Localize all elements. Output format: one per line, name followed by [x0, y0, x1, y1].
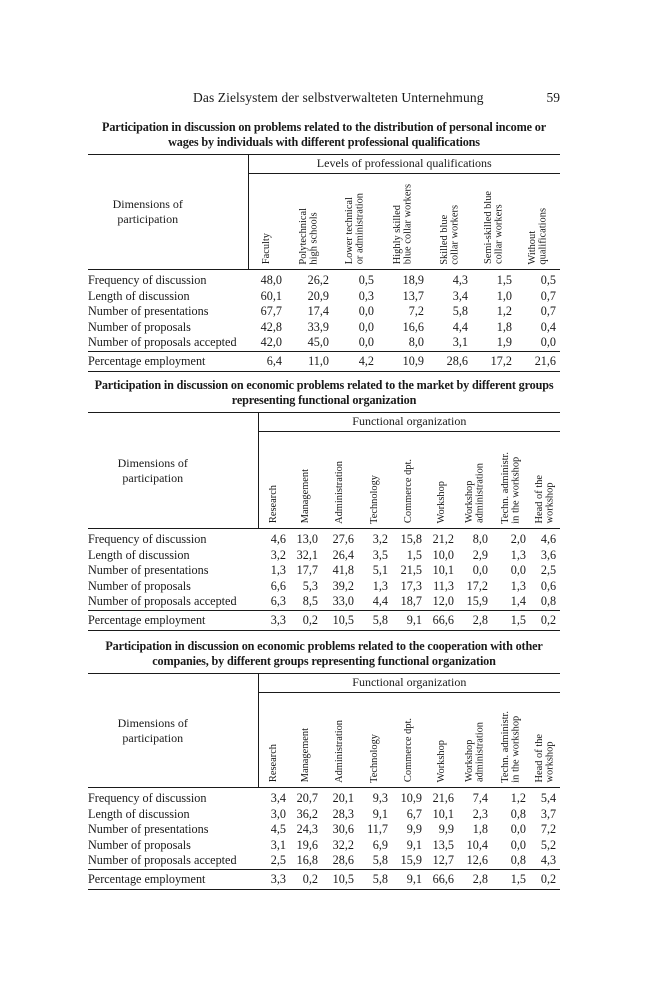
- table-cell: 17,2: [472, 351, 516, 372]
- table-cell: 0,8: [540, 594, 557, 608]
- column-header-label: Administration: [333, 460, 345, 524]
- table-cell: 3,2: [372, 532, 388, 546]
- table-cell: 2,0: [510, 532, 526, 546]
- row-label: Number of proposals: [88, 837, 191, 852]
- table-cell: 5,3: [302, 578, 318, 593]
- table-cell: 0,0: [358, 304, 374, 318]
- table-cell: 10,1: [432, 806, 454, 821]
- column-header-label: Polytechnical high schools: [298, 207, 320, 265]
- column-header-label: Without qualifications: [526, 207, 549, 265]
- stub-header: Dimensions of participation: [88, 413, 258, 529]
- footer-row: [88, 869, 560, 890]
- table-cell: 3,7: [540, 806, 557, 821]
- table-cell: 10,4: [466, 837, 488, 852]
- table-row: [88, 788, 560, 807]
- column-header: [472, 174, 516, 270]
- table-row: [88, 563, 560, 579]
- table-cell: 4,2: [333, 351, 378, 372]
- table-cell: 17,4: [307, 304, 329, 318]
- table-cell: 6,6: [270, 578, 286, 593]
- column-header: [530, 693, 560, 788]
- table-cell: 6,3: [270, 594, 286, 608]
- table-cell: 36,2: [296, 806, 318, 821]
- table-cell: 66,6: [426, 610, 458, 631]
- table-cell: 32,1: [296, 547, 318, 562]
- column-header: [426, 432, 458, 529]
- table-cell: 0,5: [540, 273, 557, 287]
- table-cell: 3,2: [270, 547, 286, 562]
- table-cell: 1,8: [496, 319, 512, 334]
- row-label: Percentage employment: [88, 610, 258, 631]
- table-cell: 1,2: [510, 791, 526, 805]
- table-cell: 45,0: [307, 335, 329, 349]
- data-table: [88, 673, 560, 890]
- column-header: [492, 693, 530, 788]
- group-header: Levels of professional qualifications: [248, 155, 560, 174]
- running-title: Das Zielsystem der selbstverwalteten Unternehmung: [193, 90, 484, 105]
- table-cell: 21,5: [400, 563, 422, 577]
- table-cell: 0,0: [358, 319, 374, 334]
- row-label: Percentage employment: [88, 351, 248, 372]
- column-header: [530, 432, 560, 529]
- column-header-label: Management: [299, 469, 311, 524]
- table-cell: 2,5: [270, 853, 286, 867]
- table-cell: 3,4: [270, 791, 286, 805]
- table-cell: 26,2: [307, 273, 329, 287]
- table-cell: 16,8: [296, 853, 318, 867]
- table-cell: 48,0: [260, 273, 282, 287]
- table-cell: 11,3: [433, 578, 454, 593]
- table-cell: 0,0: [472, 563, 488, 577]
- column-header: [378, 174, 428, 270]
- column-header-label: Highly skilled blue collar workers: [391, 184, 413, 265]
- table-cell: 8,0: [408, 335, 424, 349]
- table-cell: 4,6: [270, 532, 286, 546]
- table-cell: 19,6: [296, 837, 318, 852]
- table-cell: 0,0: [540, 335, 557, 349]
- row-label: Length of discussion: [88, 547, 190, 562]
- table-cell: 20,1: [332, 791, 354, 805]
- table-row: [88, 853, 560, 869]
- table-cell: 9,9: [438, 822, 454, 836]
- table-cell: 4,3: [540, 853, 557, 867]
- column-header: [392, 693, 426, 788]
- table-cell: 6,7: [406, 806, 422, 821]
- table-cell: 3,6: [540, 547, 557, 562]
- table-cell: 0,4: [540, 319, 557, 334]
- data-table: [88, 412, 560, 631]
- table-section-cooperation-problems: [88, 639, 560, 890]
- table-cell: 10,0: [432, 547, 454, 562]
- table-cell: 1,0: [496, 288, 512, 303]
- table-cell: 41,8: [332, 563, 354, 577]
- table-cell: 9,1: [392, 610, 426, 631]
- column-header: [426, 693, 458, 788]
- table-cell: 15,8: [400, 532, 422, 546]
- table-cell: 6,4: [248, 351, 286, 372]
- table-cell: 66,6: [426, 869, 458, 890]
- column-header-label: Faculty: [260, 233, 272, 265]
- column-header: [290, 432, 322, 529]
- group-header: Functional organization: [258, 674, 560, 693]
- table-cell: 18,9: [402, 273, 424, 287]
- table-cell: 3,5: [372, 547, 388, 562]
- table-caption: Participation in discussion on economic problems related to the market by different groups representing functional organization: [94, 378, 554, 407]
- column-header-label: Commerce dpt.: [402, 459, 414, 524]
- table-cell: 8,0: [472, 532, 488, 546]
- table-cell: 11,0: [286, 351, 333, 372]
- column-header-label: Workshop administration: [463, 722, 485, 783]
- row-label: Frequency of discussion: [88, 532, 207, 546]
- table-cell: 28,6: [332, 853, 354, 867]
- column-header: [458, 432, 492, 529]
- column-header: [358, 693, 392, 788]
- column-header-label: Commerce dpt.: [402, 718, 414, 783]
- table-cell: 0,0: [358, 335, 374, 349]
- table-cell: 12,6: [466, 853, 488, 867]
- stub-header: Dimensions of participation: [88, 674, 258, 788]
- row-label: Number of presentations: [88, 304, 209, 318]
- table-cell: 0,8: [510, 806, 526, 821]
- row-label: Number of presentations: [88, 822, 209, 836]
- table-header-row: [88, 674, 560, 693]
- table-cell: 5,8: [358, 610, 392, 631]
- table-cell: 0,6: [540, 578, 557, 593]
- table-cell: 5,1: [372, 563, 388, 577]
- table-cell: 1,3: [270, 563, 286, 577]
- column-header: [322, 693, 358, 788]
- table-cell: 27,6: [332, 532, 354, 546]
- footer-row: [88, 351, 560, 372]
- table-cell: 4,6: [540, 532, 557, 546]
- column-header-label: Techn. administr. in the workshop: [499, 451, 521, 524]
- page-number: 59: [546, 90, 560, 105]
- column-header: [333, 174, 378, 270]
- table-cell: 3,4: [452, 288, 468, 303]
- table-cell: 5,8: [358, 869, 392, 890]
- table-cell: 30,6: [332, 822, 354, 836]
- table-cell: 17,7: [296, 563, 318, 577]
- table-cell: 5,8: [452, 304, 468, 318]
- table-cell: 0,3: [358, 288, 374, 303]
- column-header-label: Head of the workshop: [533, 475, 556, 524]
- row-label: Number of presentations: [88, 563, 209, 577]
- table-cell: 20,9: [307, 288, 329, 303]
- table-cell: 2,8: [458, 610, 492, 631]
- column-header: [290, 693, 322, 788]
- table-cell: 33,9: [307, 319, 329, 334]
- table-cell: 0,0: [510, 822, 526, 836]
- table-cell: 13,0: [296, 532, 318, 546]
- column-header-label: Research: [267, 485, 279, 524]
- table-cell: 32,2: [332, 837, 354, 852]
- table-cell: 10,9: [400, 791, 422, 805]
- table-cell: 9,1: [372, 806, 388, 821]
- column-header: [358, 432, 392, 529]
- table-cell: 13,7: [402, 288, 424, 303]
- column-header-label: Techn. administr. in the workshop: [499, 710, 521, 783]
- row-label: Percentage employment: [88, 869, 258, 890]
- table-cell: 1,5: [492, 610, 530, 631]
- data-table: [88, 154, 560, 372]
- table-cell: 42,0: [260, 335, 282, 349]
- column-header: [248, 174, 286, 270]
- column-header: [258, 693, 290, 788]
- table-cell: 20,7: [296, 791, 318, 805]
- table-cell: 13,5: [432, 837, 454, 852]
- table-cell: 0,0: [510, 563, 526, 577]
- table-cell: 21,2: [432, 532, 454, 546]
- table-cell: 0,2: [530, 610, 560, 631]
- table-cell: 10,1: [432, 563, 454, 577]
- table-cell: 0,2: [290, 610, 322, 631]
- column-header-label: Workshop: [435, 481, 447, 524]
- column-header-label: Research: [267, 744, 279, 783]
- column-header-label: Semi-skilled blue collar workers: [482, 191, 504, 265]
- table-cell: 6,9: [372, 837, 388, 852]
- table-cell: 2,9: [472, 547, 488, 562]
- table-row: [88, 335, 560, 351]
- column-header-label: Workshop: [435, 740, 447, 783]
- table-row: [88, 579, 560, 595]
- column-header-label: Administration: [333, 719, 345, 783]
- table-cell: 2,5: [540, 563, 557, 577]
- table-cell: 17,3: [400, 578, 422, 593]
- table-cell: 3,3: [258, 610, 290, 631]
- table-cell: 1,3: [510, 547, 526, 562]
- table-cell: 15,9: [400, 853, 422, 867]
- table-caption: Participation in discussion on problems related to the distribution of personal income or wages by individuals with different professional qualifications: [102, 120, 546, 149]
- table-row: [88, 807, 560, 823]
- table-cell: 1,3: [510, 578, 526, 593]
- table-cell: 0,2: [530, 869, 560, 890]
- column-header: [322, 432, 358, 529]
- table-cell: 42,8: [260, 319, 282, 334]
- row-label: Number of proposals: [88, 319, 191, 334]
- table-cell: 10,9: [378, 351, 428, 372]
- column-header-label: Workshop administration: [463, 463, 485, 524]
- table-cell: 9,9: [406, 822, 422, 836]
- table-row: [88, 838, 560, 854]
- table-row: [88, 320, 560, 336]
- table-cell: 1,3: [372, 578, 388, 593]
- table-cell: 11,7: [367, 822, 388, 836]
- table-cell: 16,6: [402, 319, 424, 334]
- column-header: [286, 174, 333, 270]
- table-row: [88, 289, 560, 305]
- table-header-row: [88, 413, 560, 432]
- table-row: [88, 304, 560, 320]
- table-cell: 7,4: [472, 791, 488, 805]
- table-cell: 1,4: [510, 594, 526, 608]
- table-row: [88, 529, 560, 548]
- table-cell: 1,5: [406, 547, 422, 562]
- table-cell: 28,6: [428, 351, 472, 372]
- table-cell: 5,8: [372, 853, 388, 867]
- column-header-label: Lower technical or administration: [344, 193, 366, 265]
- column-header: [428, 174, 472, 270]
- table-caption: Participation in discussion on economic problems related to the cooperation with other companies, by different groups representing functional organization: [105, 639, 543, 668]
- table-cell: 0,7: [540, 304, 557, 318]
- table-cell: 4,4: [372, 594, 388, 608]
- table-section-income-distribution: [88, 120, 560, 372]
- table-cell: 0,7: [540, 288, 557, 303]
- table-cell: 1,5: [496, 273, 512, 287]
- table-row: [88, 822, 560, 838]
- table-row: [88, 594, 560, 610]
- table-cell: 2,8: [458, 869, 492, 890]
- table-cell: 67,7: [260, 304, 282, 318]
- table-cell: 0,0: [510, 837, 526, 852]
- row-label: Number of proposals accepted: [88, 853, 237, 867]
- column-header-label: Management: [299, 728, 311, 783]
- table-cell: 10,5: [322, 869, 358, 890]
- column-header-label: Technology: [368, 733, 380, 783]
- row-label: Number of proposals: [88, 578, 191, 593]
- table-cell: 4,4: [452, 319, 468, 334]
- table-cell: 21,6: [516, 351, 560, 372]
- table-cell: 12,0: [432, 594, 454, 608]
- table-cell: 0,2: [290, 869, 322, 890]
- footer-row: [88, 610, 560, 631]
- table-cell: 7,2: [540, 822, 557, 836]
- column-header: [458, 693, 492, 788]
- table-cell: 0,8: [510, 853, 526, 867]
- table-cell: 26,4: [332, 547, 354, 562]
- table-cell: 4,5: [270, 822, 286, 836]
- table-cell: 5,2: [540, 837, 557, 852]
- column-header: [516, 174, 560, 270]
- table-row: [88, 548, 560, 564]
- table-cell: 3,0: [270, 806, 286, 821]
- table-cell: 4,3: [452, 273, 468, 287]
- row-label: Number of proposals accepted: [88, 594, 237, 608]
- table-header-row: [88, 155, 560, 174]
- table-cell: 17,2: [466, 578, 488, 593]
- table-cell: 7,2: [408, 304, 424, 318]
- page-header: [88, 90, 560, 110]
- column-header-label: Skilled blue collar workers: [438, 204, 460, 265]
- stub-header: Dimensions of participation: [88, 155, 248, 270]
- table-cell: 33,0: [332, 594, 354, 608]
- row-label: Length of discussion: [88, 288, 190, 303]
- table-cell: 18,7: [400, 594, 422, 608]
- table-cell: 3,1: [270, 837, 286, 852]
- table-cell: 24,3: [296, 822, 318, 836]
- column-header: [492, 432, 530, 529]
- column-header: [392, 432, 426, 529]
- table-section-market-problems: [88, 378, 560, 631]
- column-header-label: Head of the workshop: [533, 734, 556, 783]
- column-header: [258, 432, 290, 529]
- table-cell: 60,1: [260, 288, 282, 303]
- table-cell: 2,3: [472, 806, 488, 821]
- row-label: Number of proposals accepted: [88, 335, 237, 349]
- row-label: Length of discussion: [88, 806, 190, 821]
- column-header-label: Technology: [368, 474, 380, 524]
- row-label: Frequency of discussion: [88, 273, 207, 287]
- table-cell: 0,5: [358, 273, 374, 287]
- table-cell: 9,1: [406, 837, 422, 852]
- table-cell: 1,9: [496, 335, 512, 349]
- table-cell: 1,5: [492, 869, 530, 890]
- row-label: Frequency of discussion: [88, 791, 207, 805]
- table-cell: 21,6: [432, 791, 454, 805]
- table-cell: 12,7: [432, 853, 454, 867]
- table-cell: 9,1: [392, 869, 426, 890]
- table-cell: 5,4: [540, 791, 557, 805]
- table-cell: 39,2: [332, 578, 354, 593]
- table-cell: 10,5: [322, 610, 358, 631]
- table-cell: 1,8: [472, 822, 488, 836]
- group-header: Functional organization: [258, 413, 560, 432]
- table-cell: 9,3: [372, 791, 388, 805]
- table-cell: 28,3: [332, 806, 354, 821]
- table-cell: 15,9: [466, 594, 488, 608]
- table-cell: 3,1: [452, 335, 468, 349]
- table-row: [88, 270, 560, 289]
- table-cell: 1,2: [496, 304, 512, 318]
- table-cell: 8,5: [302, 594, 318, 608]
- table-cell: 3,3: [258, 869, 290, 890]
